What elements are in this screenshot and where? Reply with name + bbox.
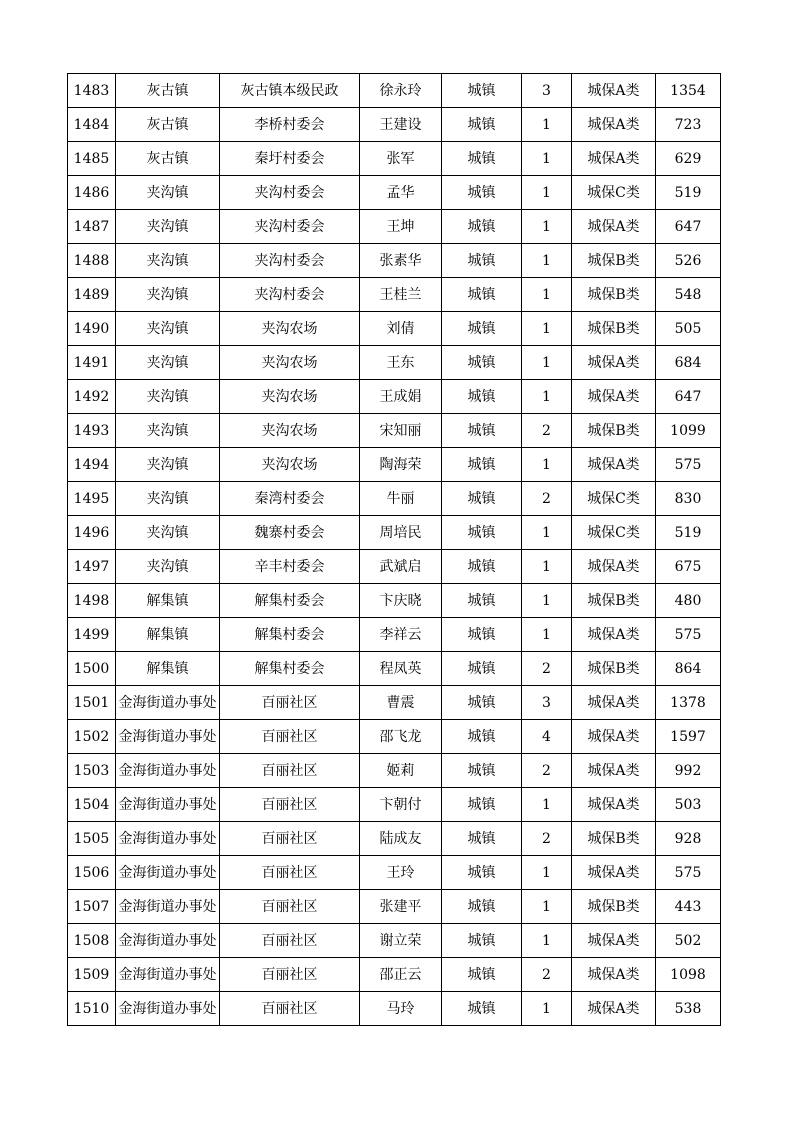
amount-cell: 992 xyxy=(656,754,721,788)
table-row xyxy=(68,958,721,992)
town-cell: 夹沟镇 xyxy=(116,414,220,448)
unit-cell: 秦湾村委会 xyxy=(220,482,360,516)
unit-cell: 百丽社区 xyxy=(220,924,360,958)
name-cell: 张素华 xyxy=(360,244,442,278)
town-cell: 解集镇 xyxy=(116,618,220,652)
table-row xyxy=(68,244,721,278)
unit-cell: 解集村委会 xyxy=(220,618,360,652)
name-cell: 刘倩 xyxy=(360,312,442,346)
serial-number-cell: 1509 xyxy=(68,958,116,992)
table-row xyxy=(68,176,721,210)
town-cell: 金海街道办事处 xyxy=(116,686,220,720)
household-count-cell: 1 xyxy=(522,108,572,142)
name-cell: 张军 xyxy=(360,142,442,176)
household-count-cell: 1 xyxy=(522,312,572,346)
area-type-cell: 城镇 xyxy=(442,890,522,924)
household-count-cell: 2 xyxy=(522,652,572,686)
town-cell: 夹沟镇 xyxy=(116,346,220,380)
name-cell: 姬莉 xyxy=(360,754,442,788)
unit-cell: 李桥村委会 xyxy=(220,108,360,142)
town-cell: 夹沟镇 xyxy=(116,278,220,312)
serial-number-cell: 1490 xyxy=(68,312,116,346)
roster-body xyxy=(68,74,721,1026)
household-count-cell: 1 xyxy=(522,346,572,380)
serial-number-cell: 1506 xyxy=(68,856,116,890)
household-count-cell: 1 xyxy=(522,244,572,278)
name-cell: 王桂兰 xyxy=(360,278,442,312)
serial-number-cell: 1505 xyxy=(68,822,116,856)
serial-number-cell: 1504 xyxy=(68,788,116,822)
category-cell: 城保C类 xyxy=(572,482,656,516)
household-count-cell: 1 xyxy=(522,278,572,312)
table-row xyxy=(68,108,721,142)
household-count-cell: 1 xyxy=(522,924,572,958)
unit-cell: 解集村委会 xyxy=(220,584,360,618)
town-cell: 解集镇 xyxy=(116,584,220,618)
amount-cell: 1099 xyxy=(656,414,721,448)
area-type-cell: 城镇 xyxy=(442,788,522,822)
household-count-cell: 1 xyxy=(522,550,572,584)
table-row xyxy=(68,856,721,890)
area-type-cell: 城镇 xyxy=(442,686,522,720)
category-cell: 城保A类 xyxy=(572,448,656,482)
unit-cell: 夹沟农场 xyxy=(220,346,360,380)
table-row xyxy=(68,516,721,550)
town-cell: 金海街道办事处 xyxy=(116,890,220,924)
category-cell: 城保B类 xyxy=(572,584,656,618)
town-cell: 夹沟镇 xyxy=(116,516,220,550)
unit-cell: 百丽社区 xyxy=(220,890,360,924)
unit-cell: 秦圩村委会 xyxy=(220,142,360,176)
category-cell: 城保B类 xyxy=(572,414,656,448)
household-count-cell: 1 xyxy=(522,788,572,822)
amount-cell: 505 xyxy=(656,312,721,346)
table-row xyxy=(68,924,721,958)
category-cell: 城保A类 xyxy=(572,720,656,754)
household-count-cell: 4 xyxy=(522,720,572,754)
category-cell: 城保A类 xyxy=(572,74,656,108)
category-cell: 城保A类 xyxy=(572,686,656,720)
household-count-cell: 1 xyxy=(522,516,572,550)
name-cell: 王东 xyxy=(360,346,442,380)
area-type-cell: 城镇 xyxy=(442,924,522,958)
roster-table xyxy=(67,73,721,1026)
category-cell: 城保C类 xyxy=(572,176,656,210)
amount-cell: 647 xyxy=(656,380,721,414)
unit-cell: 夹沟农场 xyxy=(220,448,360,482)
town-cell: 夹沟镇 xyxy=(116,312,220,346)
table-row xyxy=(68,142,721,176)
serial-number-cell: 1492 xyxy=(68,380,116,414)
area-type-cell: 城镇 xyxy=(442,516,522,550)
household-count-cell: 3 xyxy=(522,74,572,108)
amount-cell: 575 xyxy=(656,856,721,890)
unit-cell: 百丽社区 xyxy=(220,720,360,754)
amount-cell: 629 xyxy=(656,142,721,176)
name-cell: 张建平 xyxy=(360,890,442,924)
serial-number-cell: 1486 xyxy=(68,176,116,210)
household-count-cell: 2 xyxy=(522,958,572,992)
name-cell: 马玲 xyxy=(360,992,442,1026)
town-cell: 金海街道办事处 xyxy=(116,924,220,958)
amount-cell: 519 xyxy=(656,516,721,550)
area-type-cell: 城镇 xyxy=(442,720,522,754)
serial-number-cell: 1489 xyxy=(68,278,116,312)
amount-cell: 526 xyxy=(656,244,721,278)
amount-cell: 830 xyxy=(656,482,721,516)
category-cell: 城保B类 xyxy=(572,278,656,312)
serial-number-cell: 1496 xyxy=(68,516,116,550)
name-cell: 王玲 xyxy=(360,856,442,890)
serial-number-cell: 1507 xyxy=(68,890,116,924)
area-type-cell: 城镇 xyxy=(442,210,522,244)
category-cell: 城保B类 xyxy=(572,244,656,278)
unit-cell: 百丽社区 xyxy=(220,686,360,720)
unit-cell: 百丽社区 xyxy=(220,788,360,822)
amount-cell: 519 xyxy=(656,176,721,210)
serial-number-cell: 1502 xyxy=(68,720,116,754)
amount-cell: 1098 xyxy=(656,958,721,992)
household-count-cell: 1 xyxy=(522,890,572,924)
town-cell: 夹沟镇 xyxy=(116,176,220,210)
serial-number-cell: 1503 xyxy=(68,754,116,788)
category-cell: 城保A类 xyxy=(572,380,656,414)
town-cell: 金海街道办事处 xyxy=(116,992,220,1026)
name-cell: 卞朝付 xyxy=(360,788,442,822)
area-type-cell: 城镇 xyxy=(442,550,522,584)
category-cell: 城保A类 xyxy=(572,142,656,176)
category-cell: 城保B类 xyxy=(572,822,656,856)
area-type-cell: 城镇 xyxy=(442,754,522,788)
table-row xyxy=(68,346,721,380)
unit-cell: 夹沟村委会 xyxy=(220,210,360,244)
area-type-cell: 城镇 xyxy=(442,142,522,176)
unit-cell: 夹沟村委会 xyxy=(220,176,360,210)
amount-cell: 548 xyxy=(656,278,721,312)
serial-number-cell: 1488 xyxy=(68,244,116,278)
town-cell: 夹沟镇 xyxy=(116,550,220,584)
serial-number-cell: 1495 xyxy=(68,482,116,516)
amount-cell: 928 xyxy=(656,822,721,856)
table-row xyxy=(68,686,721,720)
area-type-cell: 城镇 xyxy=(442,414,522,448)
name-cell: 卞庆晓 xyxy=(360,584,442,618)
name-cell: 陆成友 xyxy=(360,822,442,856)
name-cell: 谢立荣 xyxy=(360,924,442,958)
area-type-cell: 城镇 xyxy=(442,482,522,516)
table-row xyxy=(68,278,721,312)
area-type-cell: 城镇 xyxy=(442,108,522,142)
area-type-cell: 城镇 xyxy=(442,74,522,108)
name-cell: 王建设 xyxy=(360,108,442,142)
unit-cell: 灰古镇本级民政 xyxy=(220,74,360,108)
household-count-cell: 1 xyxy=(522,618,572,652)
town-cell: 金海街道办事处 xyxy=(116,720,220,754)
household-count-cell: 1 xyxy=(522,380,572,414)
area-type-cell: 城镇 xyxy=(442,652,522,686)
name-cell: 李祥云 xyxy=(360,618,442,652)
category-cell: 城保A类 xyxy=(572,992,656,1026)
household-count-cell: 2 xyxy=(522,414,572,448)
area-type-cell: 城镇 xyxy=(442,958,522,992)
town-cell: 金海街道办事处 xyxy=(116,754,220,788)
serial-number-cell: 1508 xyxy=(68,924,116,958)
area-type-cell: 城镇 xyxy=(442,176,522,210)
name-cell: 孟华 xyxy=(360,176,442,210)
town-cell: 灰古镇 xyxy=(116,142,220,176)
table-row xyxy=(68,74,721,108)
household-count-cell: 1 xyxy=(522,992,572,1026)
household-count-cell: 1 xyxy=(522,448,572,482)
town-cell: 解集镇 xyxy=(116,652,220,686)
household-count-cell: 2 xyxy=(522,482,572,516)
unit-cell: 百丽社区 xyxy=(220,754,360,788)
household-count-cell: 1 xyxy=(522,856,572,890)
category-cell: 城保A类 xyxy=(572,958,656,992)
area-type-cell: 城镇 xyxy=(442,380,522,414)
town-cell: 灰古镇 xyxy=(116,108,220,142)
area-type-cell: 城镇 xyxy=(442,992,522,1026)
category-cell: 城保B类 xyxy=(572,312,656,346)
serial-number-cell: 1487 xyxy=(68,210,116,244)
amount-cell: 575 xyxy=(656,618,721,652)
serial-number-cell: 1510 xyxy=(68,992,116,1026)
table-row xyxy=(68,482,721,516)
serial-number-cell: 1500 xyxy=(68,652,116,686)
town-cell: 夹沟镇 xyxy=(116,210,220,244)
category-cell: 城保A类 xyxy=(572,788,656,822)
amount-cell: 1354 xyxy=(656,74,721,108)
amount-cell: 502 xyxy=(656,924,721,958)
household-count-cell: 1 xyxy=(522,584,572,618)
household-count-cell: 1 xyxy=(522,142,572,176)
serial-number-cell: 1497 xyxy=(68,550,116,584)
unit-cell: 解集村委会 xyxy=(220,652,360,686)
unit-cell: 百丽社区 xyxy=(220,992,360,1026)
table-row xyxy=(68,788,721,822)
amount-cell: 723 xyxy=(656,108,721,142)
category-cell: 城保A类 xyxy=(572,924,656,958)
table-row xyxy=(68,652,721,686)
unit-cell: 夹沟农场 xyxy=(220,312,360,346)
name-cell: 王坤 xyxy=(360,210,442,244)
town-cell: 夹沟镇 xyxy=(116,244,220,278)
category-cell: 城保B类 xyxy=(572,652,656,686)
area-type-cell: 城镇 xyxy=(442,346,522,380)
name-cell: 宋知丽 xyxy=(360,414,442,448)
serial-number-cell: 1499 xyxy=(68,618,116,652)
category-cell: 城保A类 xyxy=(572,856,656,890)
household-count-cell: 2 xyxy=(522,754,572,788)
category-cell: 城保B类 xyxy=(572,890,656,924)
area-type-cell: 城镇 xyxy=(442,822,522,856)
table-row xyxy=(68,890,721,924)
amount-cell: 675 xyxy=(656,550,721,584)
name-cell: 徐永玲 xyxy=(360,74,442,108)
amount-cell: 575 xyxy=(656,448,721,482)
town-cell: 夹沟镇 xyxy=(116,448,220,482)
amount-cell: 538 xyxy=(656,992,721,1026)
table-row xyxy=(68,312,721,346)
name-cell: 程凤英 xyxy=(360,652,442,686)
table-row xyxy=(68,550,721,584)
area-type-cell: 城镇 xyxy=(442,448,522,482)
household-count-cell: 1 xyxy=(522,210,572,244)
amount-cell: 503 xyxy=(656,788,721,822)
unit-cell: 百丽社区 xyxy=(220,958,360,992)
area-type-cell: 城镇 xyxy=(442,618,522,652)
unit-cell: 百丽社区 xyxy=(220,822,360,856)
category-cell: 城保A类 xyxy=(572,210,656,244)
category-cell: 城保A类 xyxy=(572,618,656,652)
town-cell: 金海街道办事处 xyxy=(116,958,220,992)
serial-number-cell: 1484 xyxy=(68,108,116,142)
category-cell: 城保A类 xyxy=(572,754,656,788)
town-cell: 金海街道办事处 xyxy=(116,788,220,822)
area-type-cell: 城镇 xyxy=(442,312,522,346)
name-cell: 曹震 xyxy=(360,686,442,720)
town-cell: 夹沟镇 xyxy=(116,482,220,516)
household-count-cell: 3 xyxy=(522,686,572,720)
serial-number-cell: 1498 xyxy=(68,584,116,618)
name-cell: 邵飞龙 xyxy=(360,720,442,754)
table-row xyxy=(68,992,721,1026)
table-row xyxy=(68,822,721,856)
name-cell: 周培民 xyxy=(360,516,442,550)
table-row xyxy=(68,754,721,788)
serial-number-cell: 1491 xyxy=(68,346,116,380)
category-cell: 城保A类 xyxy=(572,108,656,142)
category-cell: 城保A类 xyxy=(572,346,656,380)
name-cell: 牛丽 xyxy=(360,482,442,516)
area-type-cell: 城镇 xyxy=(442,278,522,312)
serial-number-cell: 1501 xyxy=(68,686,116,720)
unit-cell: 夹沟农场 xyxy=(220,414,360,448)
town-cell: 金海街道办事处 xyxy=(116,856,220,890)
amount-cell: 647 xyxy=(656,210,721,244)
unit-cell: 夹沟村委会 xyxy=(220,278,360,312)
name-cell: 陶海荣 xyxy=(360,448,442,482)
town-cell: 灰古镇 xyxy=(116,74,220,108)
table-row xyxy=(68,380,721,414)
table-row xyxy=(68,448,721,482)
name-cell: 武斌启 xyxy=(360,550,442,584)
table-row xyxy=(68,584,721,618)
serial-number-cell: 1485 xyxy=(68,142,116,176)
unit-cell: 辛丰村委会 xyxy=(220,550,360,584)
table-row xyxy=(68,414,721,448)
name-cell: 邵正云 xyxy=(360,958,442,992)
table-row xyxy=(68,720,721,754)
unit-cell: 夹沟农场 xyxy=(220,380,360,414)
amount-cell: 1597 xyxy=(656,720,721,754)
name-cell: 王成娟 xyxy=(360,380,442,414)
category-cell: 城保C类 xyxy=(572,516,656,550)
unit-cell: 夹沟村委会 xyxy=(220,244,360,278)
amount-cell: 480 xyxy=(656,584,721,618)
area-type-cell: 城镇 xyxy=(442,856,522,890)
table-row xyxy=(68,210,721,244)
area-type-cell: 城镇 xyxy=(442,584,522,618)
unit-cell: 魏寨村委会 xyxy=(220,516,360,550)
amount-cell: 864 xyxy=(656,652,721,686)
category-cell: 城保A类 xyxy=(572,550,656,584)
area-type-cell: 城镇 xyxy=(442,244,522,278)
amount-cell: 443 xyxy=(656,890,721,924)
household-count-cell: 2 xyxy=(522,822,572,856)
serial-number-cell: 1494 xyxy=(68,448,116,482)
town-cell: 金海街道办事处 xyxy=(116,822,220,856)
town-cell: 夹沟镇 xyxy=(116,380,220,414)
household-count-cell: 1 xyxy=(522,176,572,210)
unit-cell: 百丽社区 xyxy=(220,856,360,890)
serial-number-cell: 1493 xyxy=(68,414,116,448)
amount-cell: 1378 xyxy=(656,686,721,720)
amount-cell: 684 xyxy=(656,346,721,380)
table-row xyxy=(68,618,721,652)
serial-number-cell: 1483 xyxy=(68,74,116,108)
